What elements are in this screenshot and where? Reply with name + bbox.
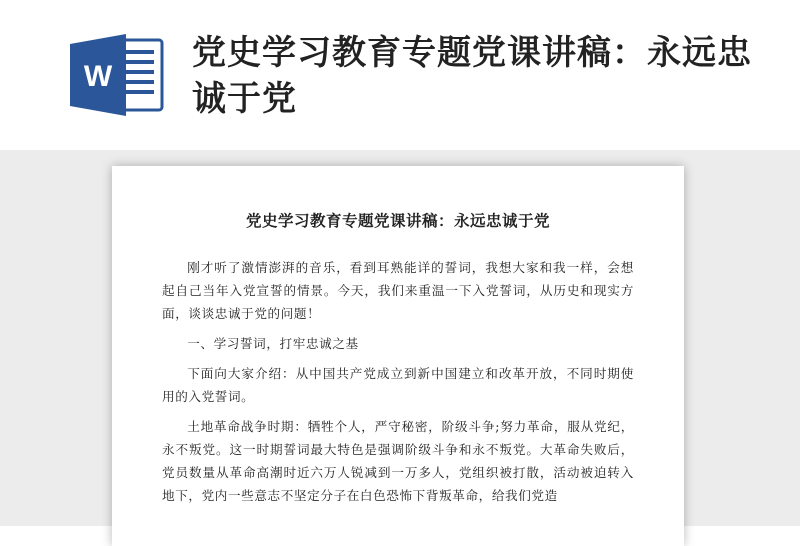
page-title: 党史学习教育专题党课讲稿：永远忠诚于党: [192, 33, 752, 119]
word-icon: [70, 34, 166, 116]
document-page: [112, 166, 684, 546]
section-heading: 一、学习誓词，打牢忠诚之基: [187, 336, 359, 351]
paragraph: 下面向大家介绍：从中国共产党成立到新中国建立和改革开放，不同时期使用的入党誓词。: [162, 366, 634, 404]
paragraph: 刚才听了激情澎湃的音乐，看到耳熟能详的誓词，我想大家和我一样，会想起自己当年入党宣誓的情景。今天，我们来重温一下入党誓词，从历史和现实方面，谈谈忠诚于党的问题！: [162, 260, 634, 321]
svg-text:W: W: [83, 60, 113, 93]
paragraph: 土地革命战争时期：牺牲个人，严守秘密，阶级斗争;努力革命，服从党纪，永不叛党。这一时期誓词最大特色是强调阶级斗争和永不叛党。大革命失败后，党员数量从革命高潮时近六万人锐减到一万多人，党组织被打散，活动被迫转入地下，党内一些意志不坚定分子在白色恐怖下背叛革命，给我们党造: [162, 419, 634, 503]
header: [0, 0, 800, 150]
document-title: 党史学习教育专题党课讲稿：永远忠诚于党: [245, 211, 550, 230]
